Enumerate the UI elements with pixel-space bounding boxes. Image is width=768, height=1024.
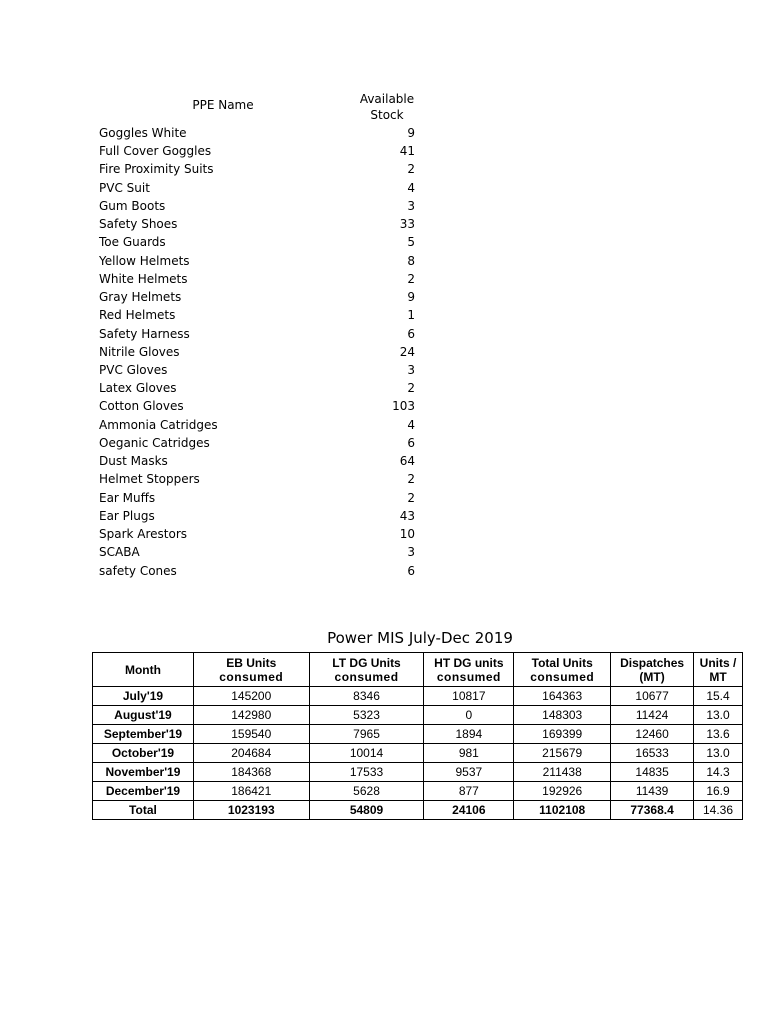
total-value-cell: 24106 <box>424 801 514 820</box>
ppe-item-stock: 4 <box>407 417 415 432</box>
value-cell: 16.9 <box>694 782 743 801</box>
table-header-row <box>93 653 743 687</box>
ppe-row <box>99 325 415 343</box>
table-row <box>93 725 743 744</box>
ppe-item-name: Red Helmets <box>99 308 176 323</box>
ppe-item-stock: 2 <box>407 162 415 177</box>
month-cell: July'19 <box>93 687 194 706</box>
ppe-item-stock: 6 <box>407 563 415 578</box>
table-row <box>93 687 743 706</box>
ppe-row <box>99 233 415 251</box>
ppe-name-header: PPE Name <box>192 98 254 112</box>
value-cell: 186421 <box>193 782 309 801</box>
value-cell: 14835 <box>611 763 694 782</box>
value-cell: 148303 <box>514 706 611 725</box>
column-header <box>694 653 743 687</box>
value-cell: 8346 <box>309 687 424 706</box>
ppe-row <box>99 252 415 270</box>
ppe-item-name: Safety Harness <box>99 326 190 341</box>
value-cell: 13.0 <box>694 744 743 763</box>
total-value-cell: 14.36 <box>694 801 743 820</box>
ppe-item-name: Ear Muffs <box>99 490 156 505</box>
ppe-item-name: Gray Helmets <box>99 290 182 305</box>
ppe-row <box>99 361 415 379</box>
column-header-line1: LT DG Units <box>332 655 401 670</box>
ppe-item-name: Helmet Stoppers <box>99 472 200 487</box>
ppe-item-name: Spark Arestors <box>99 527 188 542</box>
ppe-row <box>99 142 415 160</box>
ppe-row <box>99 543 415 561</box>
column-header-line2: consumed <box>219 669 284 684</box>
ppe-row <box>99 270 415 288</box>
column-header-line1: EB Units <box>226 655 277 670</box>
value-cell: 184368 <box>193 763 309 782</box>
value-cell: 17533 <box>309 763 424 782</box>
column-header <box>193 653 309 687</box>
column-header-line1: Total Units <box>531 655 593 670</box>
ppe-item-name: Yellow Helmets <box>99 253 190 268</box>
value-cell: 11424 <box>611 706 694 725</box>
value-cell: 145200 <box>193 687 309 706</box>
ppe-item-name: Cotton Gloves <box>99 399 184 414</box>
ppe-row <box>99 489 415 507</box>
value-cell: 16533 <box>611 744 694 763</box>
month-cell: September'19 <box>93 725 194 744</box>
ppe-item-name: Toe Guards <box>99 235 166 250</box>
ppe-item-stock: 2 <box>407 472 415 487</box>
ppe-item-stock: 8 <box>407 253 415 268</box>
total-value-cell: 1102108 <box>514 801 611 820</box>
ppe-row <box>99 160 415 178</box>
table-row <box>93 706 743 725</box>
column-header <box>611 653 694 687</box>
ppe-row <box>99 562 415 580</box>
ppe-row <box>99 397 415 415</box>
ppe-item-stock: 24 <box>399 344 415 359</box>
value-cell: 10817 <box>424 687 514 706</box>
value-cell: 142980 <box>193 706 309 725</box>
ppe-item-name: White Helmets <box>99 271 188 286</box>
column-header <box>93 653 194 687</box>
available-stock-header <box>350 91 424 123</box>
ppe-item-name: Full Cover Goggles <box>99 144 212 159</box>
ppe-item-stock: 9 <box>407 290 415 305</box>
ppe-item-name: Nitrile Gloves <box>99 344 180 359</box>
column-header-line2: consumed <box>530 669 595 684</box>
value-cell: 15.4 <box>694 687 743 706</box>
total-value-cell: 1023193 <box>193 801 309 820</box>
value-cell: 11439 <box>611 782 694 801</box>
ppe-item-name: Oeganic Catridges <box>99 435 210 450</box>
ppe-row <box>99 343 415 361</box>
column-header <box>514 653 611 687</box>
ppe-item-stock: 1 <box>407 308 415 323</box>
value-cell: 204684 <box>193 744 309 763</box>
available-stock-header-line2: Stock <box>370 108 404 122</box>
ppe-item-name: Safety Shoes <box>99 217 178 232</box>
ppe-row <box>99 124 415 142</box>
column-header-line2: consumed <box>334 669 399 684</box>
value-cell: 0 <box>424 706 514 725</box>
available-stock-header-line1: Available <box>359 92 415 106</box>
ppe-item-stock: 3 <box>407 198 415 213</box>
ppe-item-stock: 103 <box>392 399 415 414</box>
ppe-item-stock: 43 <box>399 508 415 523</box>
ppe-item-stock: 41 <box>399 144 415 159</box>
ppe-item-name: Latex Gloves <box>99 381 177 396</box>
column-header-line1: Month <box>124 662 161 677</box>
ppe-item-stock: 6 <box>407 326 415 341</box>
ppe-row <box>99 470 415 488</box>
value-cell: 14.3 <box>694 763 743 782</box>
ppe-row <box>99 197 415 215</box>
ppe-row <box>99 288 415 306</box>
ppe-row <box>99 452 415 470</box>
value-cell: 192926 <box>514 782 611 801</box>
month-cell: August'19 <box>93 706 194 725</box>
value-cell: 211438 <box>514 763 611 782</box>
column-header-line1: Dispatches <box>620 655 685 670</box>
value-cell: 981 <box>424 744 514 763</box>
ppe-row <box>99 525 415 543</box>
ppe-item-stock: 64 <box>399 454 415 469</box>
ppe-item-stock: 6 <box>407 435 415 450</box>
value-cell: 877 <box>424 782 514 801</box>
month-cell: November'19 <box>93 763 194 782</box>
value-cell: 1894 <box>424 725 514 744</box>
ppe-row <box>99 306 415 324</box>
value-cell: 13.6 <box>694 725 743 744</box>
column-header-line1: Units / <box>699 655 737 670</box>
ppe-item-stock: 3 <box>407 545 415 560</box>
value-cell: 9537 <box>424 763 514 782</box>
ppe-item-stock: 33 <box>399 217 415 232</box>
ppe-item-name: Ear Plugs <box>99 508 155 523</box>
total-value-cell: 54809 <box>309 801 424 820</box>
ppe-item-stock: 2 <box>407 381 415 396</box>
ppe-row <box>99 215 415 233</box>
value-cell: 5323 <box>309 706 424 725</box>
ppe-row <box>99 179 415 197</box>
ppe-row <box>99 416 415 434</box>
value-cell: 169399 <box>514 725 611 744</box>
ppe-item-name: Gum Boots <box>99 198 166 213</box>
ppe-row <box>99 507 415 525</box>
ppe-item-name: PVC Suit <box>99 180 150 195</box>
ppe-item-stock: 2 <box>407 490 415 505</box>
table-row <box>93 763 743 782</box>
column-header-line2: MT <box>709 669 727 684</box>
month-cell: December'19 <box>93 782 194 801</box>
ppe-item-name: Goggles White <box>99 126 187 140</box>
ppe-item-stock: 10 <box>399 527 415 542</box>
ppe-row <box>99 379 415 397</box>
ppe-row <box>99 434 415 452</box>
total-row <box>93 801 743 820</box>
value-cell: 215679 <box>514 744 611 763</box>
ppe-item-name: Fire Proximity Suits <box>99 162 214 177</box>
ppe-item-stock: 4 <box>407 180 415 195</box>
total-label-cell: Total <box>93 801 194 820</box>
value-cell: 5628 <box>309 782 424 801</box>
month-cell: October'19 <box>93 744 194 763</box>
ppe-item-stock: 2 <box>407 271 415 286</box>
table-row <box>93 782 743 801</box>
column-header-line2: consumed <box>436 669 501 684</box>
column-header <box>424 653 514 687</box>
ppe-item-stock: 3 <box>407 362 415 377</box>
ppe-item-name: safety Cones <box>99 563 177 578</box>
ppe-item-stock: 9 <box>407 126 415 140</box>
value-cell: 10677 <box>611 687 694 706</box>
ppe-item-name: PVC Gloves <box>99 362 168 377</box>
ppe-item-name: Ammonia Catridges <box>99 417 218 432</box>
value-cell: 164363 <box>514 687 611 706</box>
value-cell: 13.0 <box>694 706 743 725</box>
value-cell: 159540 <box>193 725 309 744</box>
column-header <box>309 653 424 687</box>
power-mis-table <box>92 652 743 820</box>
value-cell: 12460 <box>611 725 694 744</box>
value-cell: 7965 <box>309 725 424 744</box>
column-header-line2: (MT) <box>639 669 665 684</box>
power-mis-title: Power MIS July-Dec 2019 <box>327 629 513 647</box>
ppe-item-stock: 5 <box>407 235 415 250</box>
value-cell: 10014 <box>309 744 424 763</box>
total-value-cell: 77368.4 <box>611 801 694 820</box>
ppe-item-name: SCABA <box>99 545 140 560</box>
table-row <box>93 744 743 763</box>
ppe-item-name: Dust Masks <box>99 454 168 469</box>
column-header-line1: HT DG units <box>434 655 504 670</box>
